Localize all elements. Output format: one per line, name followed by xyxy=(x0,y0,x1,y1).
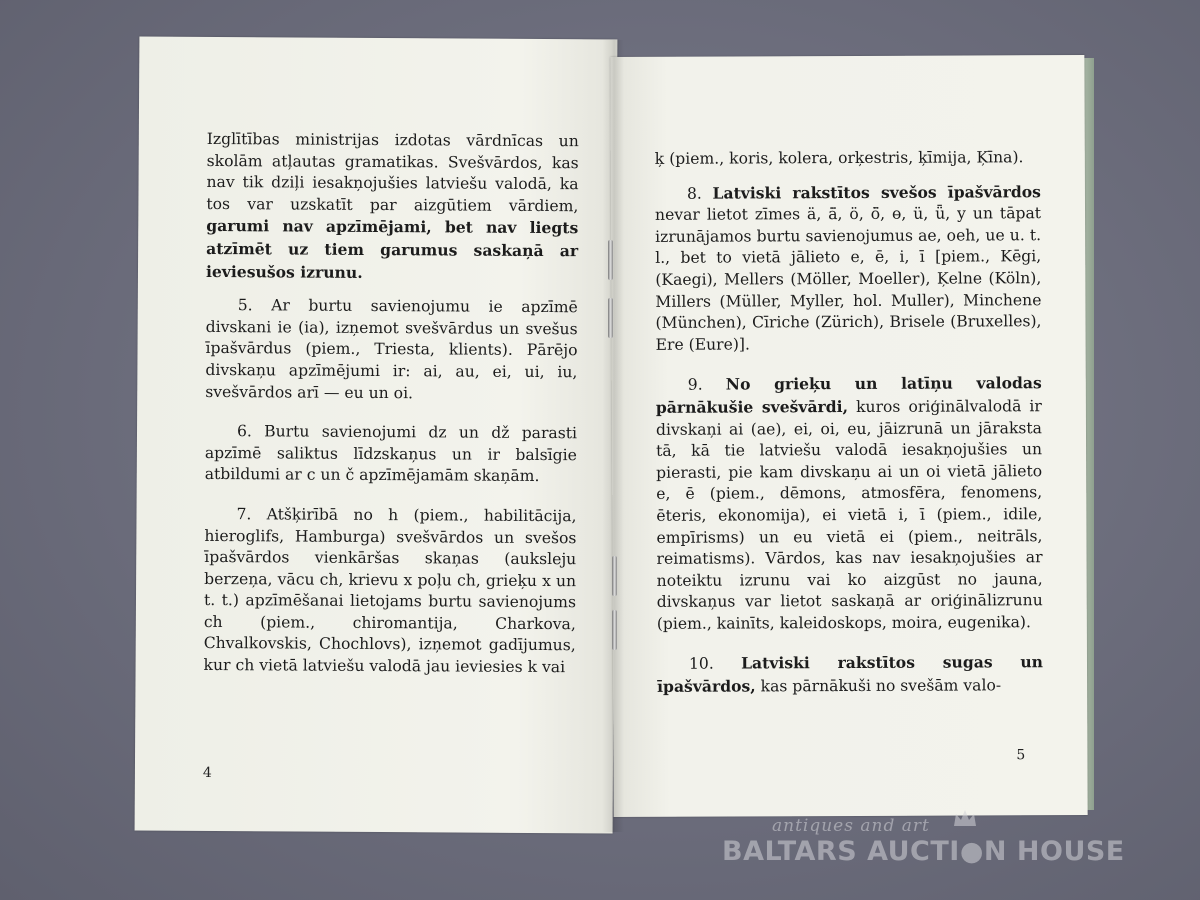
text-run-bold: Latviski rakstītos svešos īpašvārdos xyxy=(712,181,1041,203)
paragraph-8 xyxy=(655,181,1042,356)
staple-top-upper xyxy=(608,240,613,280)
watermark-brand: BALTARS AUCTI●N HOUSE xyxy=(722,836,1125,867)
right-page-text xyxy=(655,147,1043,716)
staple-bottom-lower xyxy=(612,610,617,650)
text-run: 9. xyxy=(687,375,726,395)
paragraph-continued xyxy=(206,129,579,285)
paragraph-7 xyxy=(204,504,577,679)
auction-house-watermark xyxy=(722,808,1125,878)
text-run: 8. xyxy=(686,184,713,203)
text-run: 7. Atšķirībā no h (piem., habilitācija, hieroglifs, Hamburga) svešvārdos un svešos īpašvārdos vienkāršas skaņas (auksleju berzeņa, vācu ch, krievu x poļu ch, grieķu x un t. t.) apzīmēšanai lietojams burtu savienojums ch (piem., chiromantija, Charkova, Chvalkovskis, Chochlovs), izņemot gadījumus, kur ch vietā latviešu valodā jau ieviesies k vai xyxy=(203,505,577,677)
paragraph-10 xyxy=(657,652,1043,699)
staple-bottom-upper xyxy=(612,556,617,596)
crown-icon xyxy=(952,808,978,830)
text-run: kuros oriģinālvalodā ir divskaņi ai (ae), ei, oi, eu, jāizrunā un jāraksta tā, kā tie latviešu valodā iesakņojušies un pierasti, pie kam divskaņu ai un oi vietā jālieto e, ē (piem., dēmons, atmosfēra, fenomens, ēteris, ekonomija), ei vietā i, ī (piem., idile, empīrisms) un eu vietā ei (piem., neitrāls, reimatisms). Vārdos, kas nav iesakņojušies ar noteiktu izrunu vai ko aizgūst no jauna, divskaņus var lietot saskaņā ar oriģinālizrunu (piem., kainīts, kaleidoskops, moira, eugenika). xyxy=(655,397,1043,633)
text-run: kas pārnākuši no svešām valo- xyxy=(755,676,1002,696)
text-run: Izglītības ministrijas izdotas vārdnīcas un skolām atļautas gramatikas. Svešvārdos, kas nav tik dziļi iesakņojušies latviešu valodā, ka tos var uzskatīt par aizgūtiem vārdiem, xyxy=(206,129,579,216)
text-run-bold: No grieķu un latīņu valodas pārnākušie svešvārdi, xyxy=(655,373,1042,417)
text-run-bold: garumi nav apzīmējami, bet nav liegts atzīmēt uz tiem garumus saskaņā ar ieviesušos izrunu. xyxy=(205,216,579,282)
page-gutter xyxy=(602,40,624,832)
paragraph-9 xyxy=(656,373,1043,636)
staple-top-lower xyxy=(608,298,613,338)
paragraph-5 xyxy=(205,295,578,405)
paragraph-6 xyxy=(205,421,577,488)
left-page-text xyxy=(203,129,578,697)
text-run-bold: Latviski rakstītos sugas un īpašvārdos, xyxy=(657,652,1044,696)
watermark-tagline: antiques and art xyxy=(772,816,930,836)
text-run: nevar lietot zīmes ä, ā̈, ö, ō̈, ɵ, ü, ǖ, y un tāpat izrunājamos burtu savienojumus ae, oeh, ue u. t. l., bet to vietā jālieto e, ē, i, ī [piem., Kēgi, (Kaegi), Mellers (Möller, Moeller), Ķelne (Köln), Millers (Müller, Myller, hol. Muller), Minchene (München), Cīriche (Zürich), Brisele (Bruxelles), Ere (Eure)]. xyxy=(654,204,1042,354)
text-run: 10. xyxy=(688,654,742,674)
page-number-left: 4 xyxy=(202,764,212,782)
right-page xyxy=(610,55,1087,817)
page-number-right: 5 xyxy=(1016,747,1026,764)
text-run: 6. Burtu savienojumi dz un dž parasti apzīmē saliktus līdzskaņus un ir balsīgie atbildumi ar c un č apzīmējamām skaņām. xyxy=(204,422,578,486)
left-page xyxy=(135,37,618,834)
text-run: ķ (piem., koris, kolera, orķestris, ķīmija, Ķīna). xyxy=(654,148,1024,168)
text-run: 5. Ar burtu savienojumu ie apzīmē divskani ie (ia), izņemot svešvārdus un svešus īpašvārdus (piem., Triesta, klients). Pārējo divskaņu apzīmējumi ir: ai, au, ei, ui, iu, svešvārdos arī — eu un oi. xyxy=(205,296,578,402)
paragraph-continued xyxy=(655,147,1041,170)
